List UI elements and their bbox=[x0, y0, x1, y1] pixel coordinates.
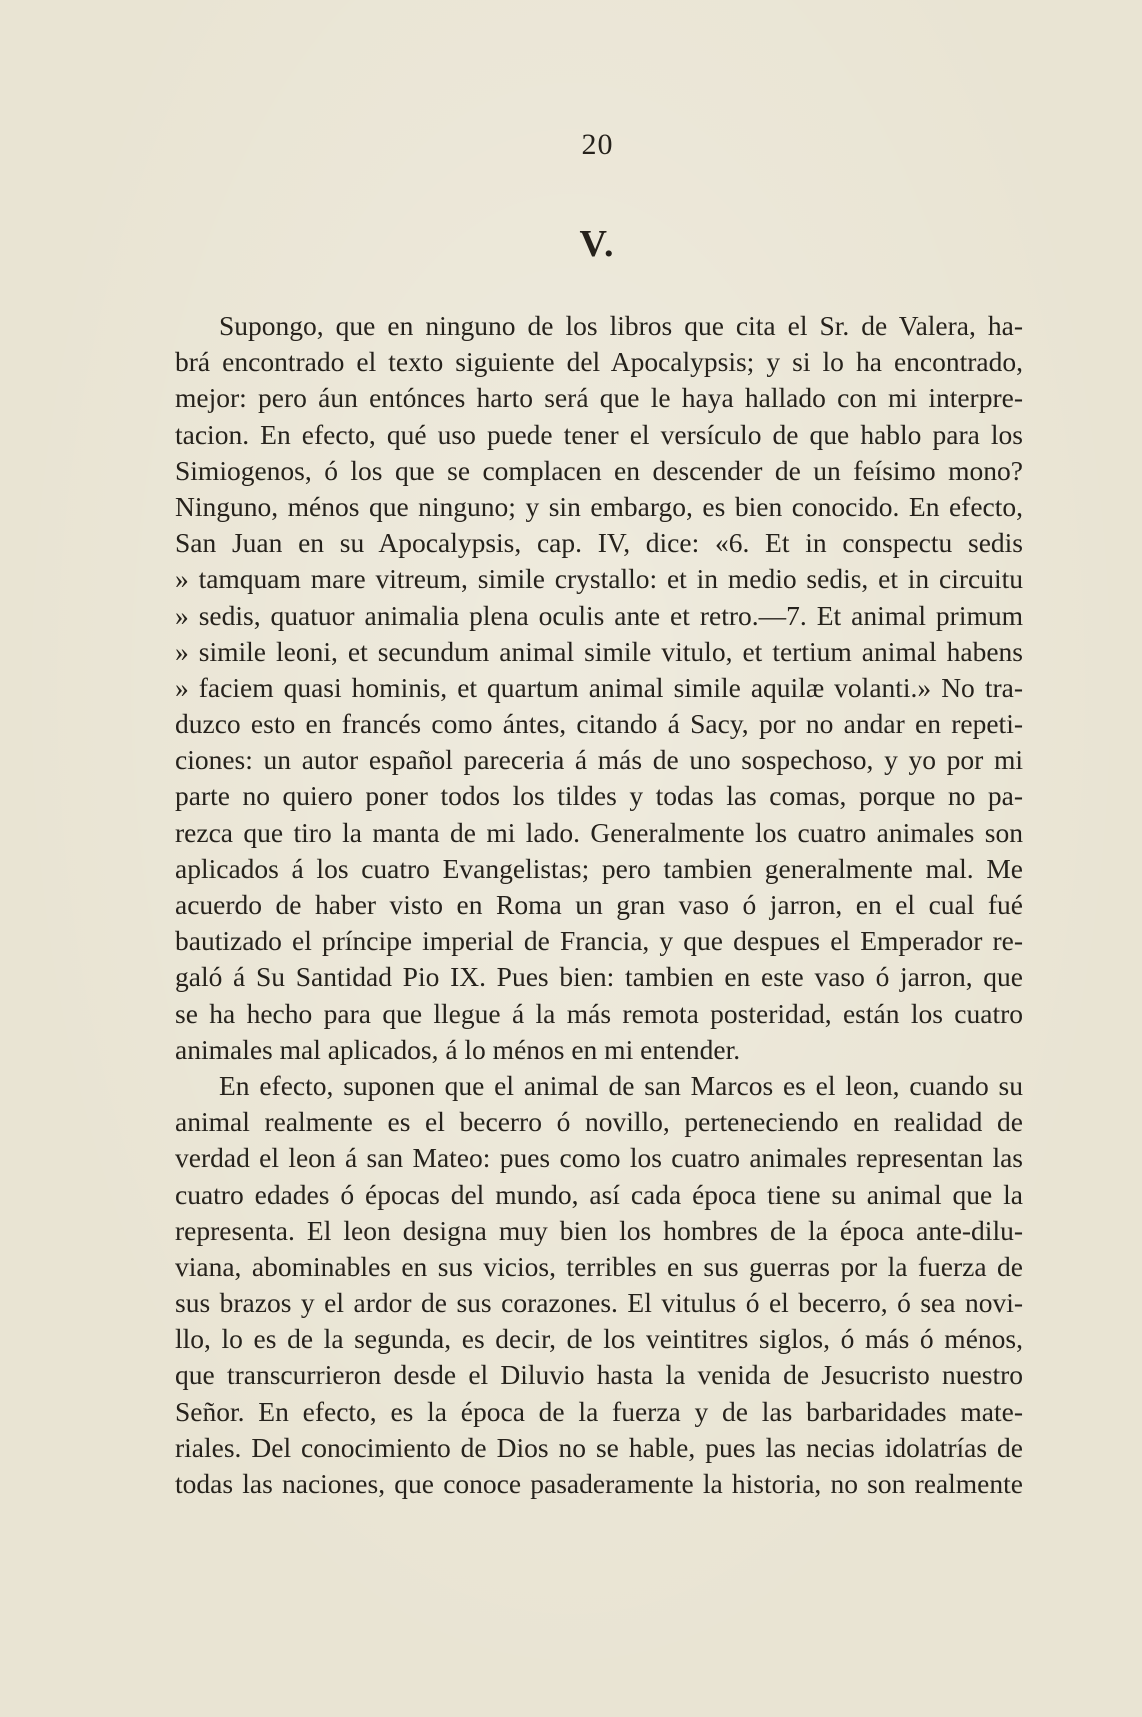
text-line: En efecto, suponen que el animal de san Marcos es el leon, cuando su bbox=[219, 1069, 1023, 1101]
text-line: representa. El leon designa muy bien los hombres de la época ante-dilu- bbox=[175, 1214, 1023, 1246]
text-line: riales. Del conocimiento de Dios no se hable, pues las necias idolatrías de bbox=[175, 1431, 1023, 1463]
text-line: viana, abominables en sus vicios, terribles en sus guerras por la fuerza de bbox=[175, 1250, 1023, 1282]
text-line: animal realmente es el becerro ó novillo, perteneciendo en realidad de bbox=[175, 1106, 1023, 1138]
text-line: acuerdo de haber visto en Roma un gran vaso ó jarron, en el cual fué bbox=[175, 889, 1023, 920]
text-line: parte no quiero poner todos los tildes y todas las comas, porque no pa- bbox=[175, 780, 1023, 812]
text-line: San Juan en su Apocalypsis, cap. IV, dice: «6. Et in conspectu sedis bbox=[175, 527, 1023, 559]
text-line: » tamquam mare vitreum, simile crystallo: et in medio sedis, et in circuitu bbox=[175, 563, 1023, 595]
text-line: bautizado el príncipe imperial de Francia, y que despues el Emperador re- bbox=[175, 925, 1023, 957]
text-line: duzco esto en francés como ántes, citando á Sacy, por no andar en repeti- bbox=[175, 708, 1023, 740]
text-line: tacion. En efecto, qué uso puede tener el versículo de que hablo para los bbox=[175, 418, 1023, 450]
text-line: cuatro edades ó épocas del mundo, así cada época tiene su animal que la bbox=[175, 1178, 1023, 1210]
body-text bbox=[175, 308, 1023, 1502]
page-number: 20 bbox=[581, 128, 614, 161]
text-line: animales mal aplicados, á lo ménos en mi entender. bbox=[175, 1033, 741, 1065]
text-line: Simiogenos, ó los que se complacen en descender de un feísimo mono? bbox=[175, 454, 1023, 486]
text-line: mejor: pero áun entónces harto será que le haya hallado con mi interpre- bbox=[175, 382, 1023, 414]
text-line: » simile leoni, et secundum animal simile vitulo, et tertium animal habens bbox=[175, 635, 1023, 667]
text-line: se ha hecho para que llegue á la más remota posteridad, están los cuatro bbox=[175, 997, 1023, 1029]
text-line: brá encontrado el texto siguiente del Apocalypsis; y si lo ha encontrado, bbox=[175, 346, 1023, 378]
text-line: que transcurrieron desde el Diluvio hasta la venida de Jesucristo nuestro bbox=[175, 1359, 1023, 1391]
text-line: galó á Su Santidad Pio IX. Pues bien: tambien en este vaso ó jarron, que bbox=[175, 961, 1023, 993]
text-line: » faciem quasi hominis, et quartum animal simile aquilæ volanti.» No tra- bbox=[175, 671, 1023, 703]
text-line: Señor. En efecto, es la época de la fuerza y de las barbaridades mate- bbox=[175, 1395, 1023, 1427]
text-line: Ninguno, ménos que ninguno; y sin embargo, es bien conocido. En efecto, bbox=[175, 490, 1023, 522]
text-line: aplicados á los cuatro Evangelistas; pero tambien generalmente mal. Me bbox=[175, 852, 1023, 884]
text-line: rezca que tiro la manta de mi lado. Generalmente los cuatro animales son bbox=[175, 816, 1023, 848]
text-line: » sedis, quatuor animalia plena oculis ante et retro.—7. Et animal primum bbox=[175, 599, 1023, 631]
text-line: ciones: un autor español pareceria á más de uno sospechoso, y yo por mi bbox=[175, 744, 1023, 776]
text-line: llo, lo es de la segunda, es decir, de los veintitres siglos, ó más ó ménos, bbox=[175, 1323, 1023, 1355]
text-line: todas las naciones, que conoce pasaderamente la historia, no son realmente bbox=[175, 1468, 1023, 1499]
section-heading: V. bbox=[579, 223, 616, 265]
text-line: sus brazos y el ardor de sus corazones. El vitulus ó el becerro, ó sea novi- bbox=[175, 1287, 1023, 1319]
text-line: verdad el leon á san Mateo: pues como los cuatro animales representan las bbox=[175, 1142, 1023, 1174]
text-line: Supongo, que en ninguno de los libros que cita el Sr. de Valera, ha- bbox=[219, 310, 1023, 341]
